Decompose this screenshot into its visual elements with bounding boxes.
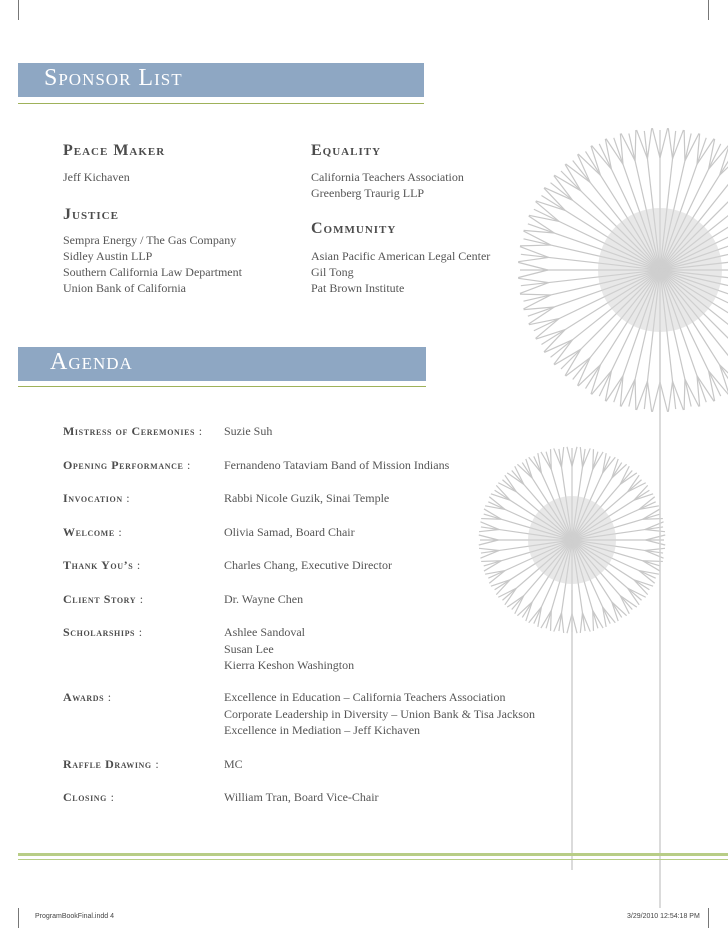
- agenda-value: Suzie Suh: [224, 424, 273, 438]
- sponsor-item: California Teachers Association: [311, 170, 464, 184]
- agenda-label: Thank You’s :: [63, 558, 141, 572]
- agenda-label: Welcome :: [63, 525, 123, 539]
- sponsor-item: Greenberg Traurig LLP: [311, 186, 425, 200]
- sponsor-heading-community: Community: [311, 220, 397, 237]
- agenda-label: Scholarships :: [63, 625, 143, 639]
- agenda-label: Client Story :: [63, 592, 144, 606]
- agenda-label: Closing :: [63, 790, 115, 804]
- footer-rule: [18, 853, 728, 856]
- agenda-banner: [18, 347, 426, 381]
- agenda-value: Excellence in Mediation – Jeff Kichaven: [224, 723, 421, 737]
- sponsor-item: Southern California Law Department: [63, 265, 242, 279]
- agenda-value: Charles Chang, Executive Director: [224, 558, 392, 572]
- sponsor-heading-peace-maker: Peace Maker: [63, 142, 166, 159]
- agenda-value: Rabbi Nicole Guzik, Sinai Temple: [224, 491, 390, 505]
- banner-underline: [18, 386, 426, 387]
- sponsor-item: Gil Tong: [311, 265, 354, 279]
- sponsor-item: Sidley Austin LLP: [63, 249, 153, 263]
- agenda-value: Fernandeno Tataviam Band of Mission Indians: [224, 458, 450, 472]
- agenda-label: Opening Performance :: [63, 458, 191, 472]
- agenda-title: Agenda: [50, 349, 133, 375]
- agenda-value: Olivia Samad, Board Chair: [224, 525, 355, 539]
- agenda-value: Ashlee Sandoval: [224, 625, 305, 639]
- agenda-label: Raffle Drawing :: [63, 757, 160, 771]
- sponsor-item: Sempra Energy / The Gas Company: [63, 233, 237, 247]
- footer-rule: [18, 859, 728, 860]
- agenda-value: Dr. Wayne Chen: [224, 592, 304, 606]
- sponsor-item: Pat Brown Institute: [311, 281, 405, 295]
- agenda-value: Corporate Leadership in Diversity – Union Bank & Tisa Jackson: [224, 707, 535, 721]
- agenda-value: MC: [224, 757, 243, 771]
- banner-underline: [18, 103, 424, 104]
- sponsor-list-banner: [18, 63, 424, 97]
- agenda-label: Invocation :: [63, 491, 131, 505]
- file-slug: ProgramBookFinal.indd 4: [35, 913, 114, 920]
- sponsor-heading-justice: Justice: [63, 206, 119, 223]
- agenda-value: Susan Lee: [224, 642, 274, 656]
- agenda-value: William Tran, Board Vice-Chair: [224, 790, 379, 804]
- agenda-value: Excellence in Education – California Teachers Association: [224, 690, 506, 704]
- agenda-label: Awards :: [63, 690, 112, 704]
- agenda-value: Kierra Keshon Washington: [224, 658, 355, 672]
- sponsor-list-title: Sponsor List: [44, 65, 183, 91]
- sponsor-item: Jeff Kichaven: [63, 170, 130, 184]
- agenda-label: Mistress of Ceremonies :: [63, 424, 203, 438]
- sponsor-item: Union Bank of California: [63, 281, 186, 295]
- date-slug: 3/29/2010 12:54:18 PM: [627, 913, 700, 920]
- sponsor-item: Asian Pacific American Legal Center: [311, 249, 491, 263]
- sponsor-heading-equality: Equality: [311, 142, 382, 159]
